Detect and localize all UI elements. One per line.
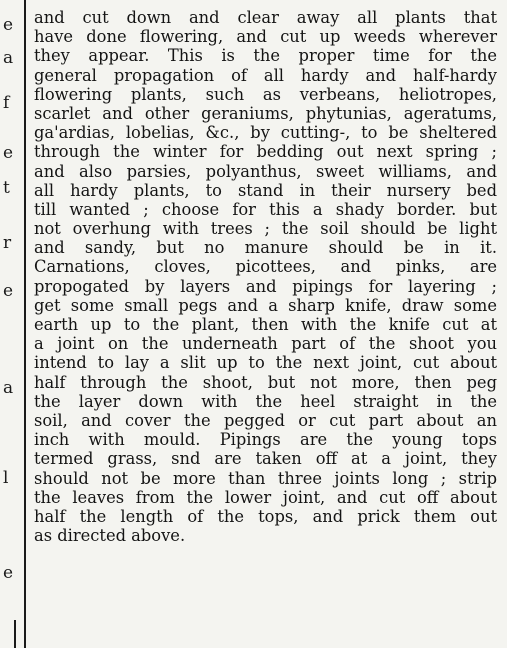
margin-fragment: r: [3, 233, 12, 253]
text-line: a joint on the underneath part of the shoot you: [34, 334, 497, 354]
text-line: flowering plants, such as verbeans, heliotropes,: [34, 84, 497, 104]
text-line: the layer down with the heel straight in the: [34, 391, 497, 411]
text-line: and cut down and clear away all plants that: [34, 8, 497, 27]
margin-fragment: l: [3, 468, 9, 488]
margin-fragment: e: [3, 143, 14, 163]
text-line: termed grass, snd are taken off at a joint, they: [34, 449, 497, 469]
margin-fragment: f: [3, 93, 10, 113]
text-line: half through the shoot, but not more, then peg: [34, 372, 497, 392]
text-line: not overhung with trees ; the soil should be light: [34, 219, 497, 239]
left-margin-column: [0, 0, 24, 648]
margin-fragment: e: [3, 15, 14, 35]
text-line: they appear. This is the proper time for the: [34, 46, 497, 66]
margin-fragment: a: [3, 48, 14, 68]
column-rule-tick: [14, 620, 16, 648]
text-line: propogated by layers and pipings for layering ;: [34, 276, 497, 296]
text-line: scarlet and other geraniums, phytunias, ageratums,: [34, 103, 497, 123]
text-line: earth up to the plant, then with the knife cut at: [34, 315, 497, 334]
text-line: and also parsies, polyanthus, sweet williams, and: [34, 161, 497, 181]
text-line: till wanted ; choose for this a shady border. but: [34, 199, 497, 219]
text-line: should not be more than three joints long ; strip: [34, 468, 497, 488]
text-line: ga'ardias, lobelias, &c., by cutting-, to be sheltered: [34, 123, 497, 143]
text-line: all hardy plants, to stand in their nursery bed: [34, 180, 497, 200]
margin-fragment: t: [3, 178, 10, 198]
text-line: Carnations, cloves, picottees, and pinks, are: [34, 257, 497, 277]
text-line: intend to lay a slit up to the next joint, cut about: [34, 353, 497, 373]
text-line: have done flowering, and cut up weeds wherever: [34, 27, 497, 47]
text-line: through the winter for bedding out next spring ;: [34, 142, 497, 162]
article-body: [34, 8, 497, 545]
column-rule: [24, 0, 26, 648]
text-line: half the length of the tops, and prick them out: [34, 506, 497, 526]
text-line: as directed above.: [34, 526, 186, 546]
text-line: get some small pegs and a sharp knife, draw some: [34, 295, 497, 315]
text-line: soil, and cover the pegged or cut part about an: [34, 410, 497, 430]
margin-fragment: e: [3, 281, 14, 301]
text-line: general propagation of all hardy and half-hardy: [34, 65, 497, 85]
margin-fragment: e: [3, 563, 14, 583]
text-line: the leaves from the lower joint, and cut off about: [34, 487, 497, 507]
margin-fragment: a: [3, 378, 14, 398]
text-line: and sandy, but no manure should be in it.: [34, 238, 497, 258]
text-line: inch with mould. Pipings are the young tops: [34, 430, 497, 450]
